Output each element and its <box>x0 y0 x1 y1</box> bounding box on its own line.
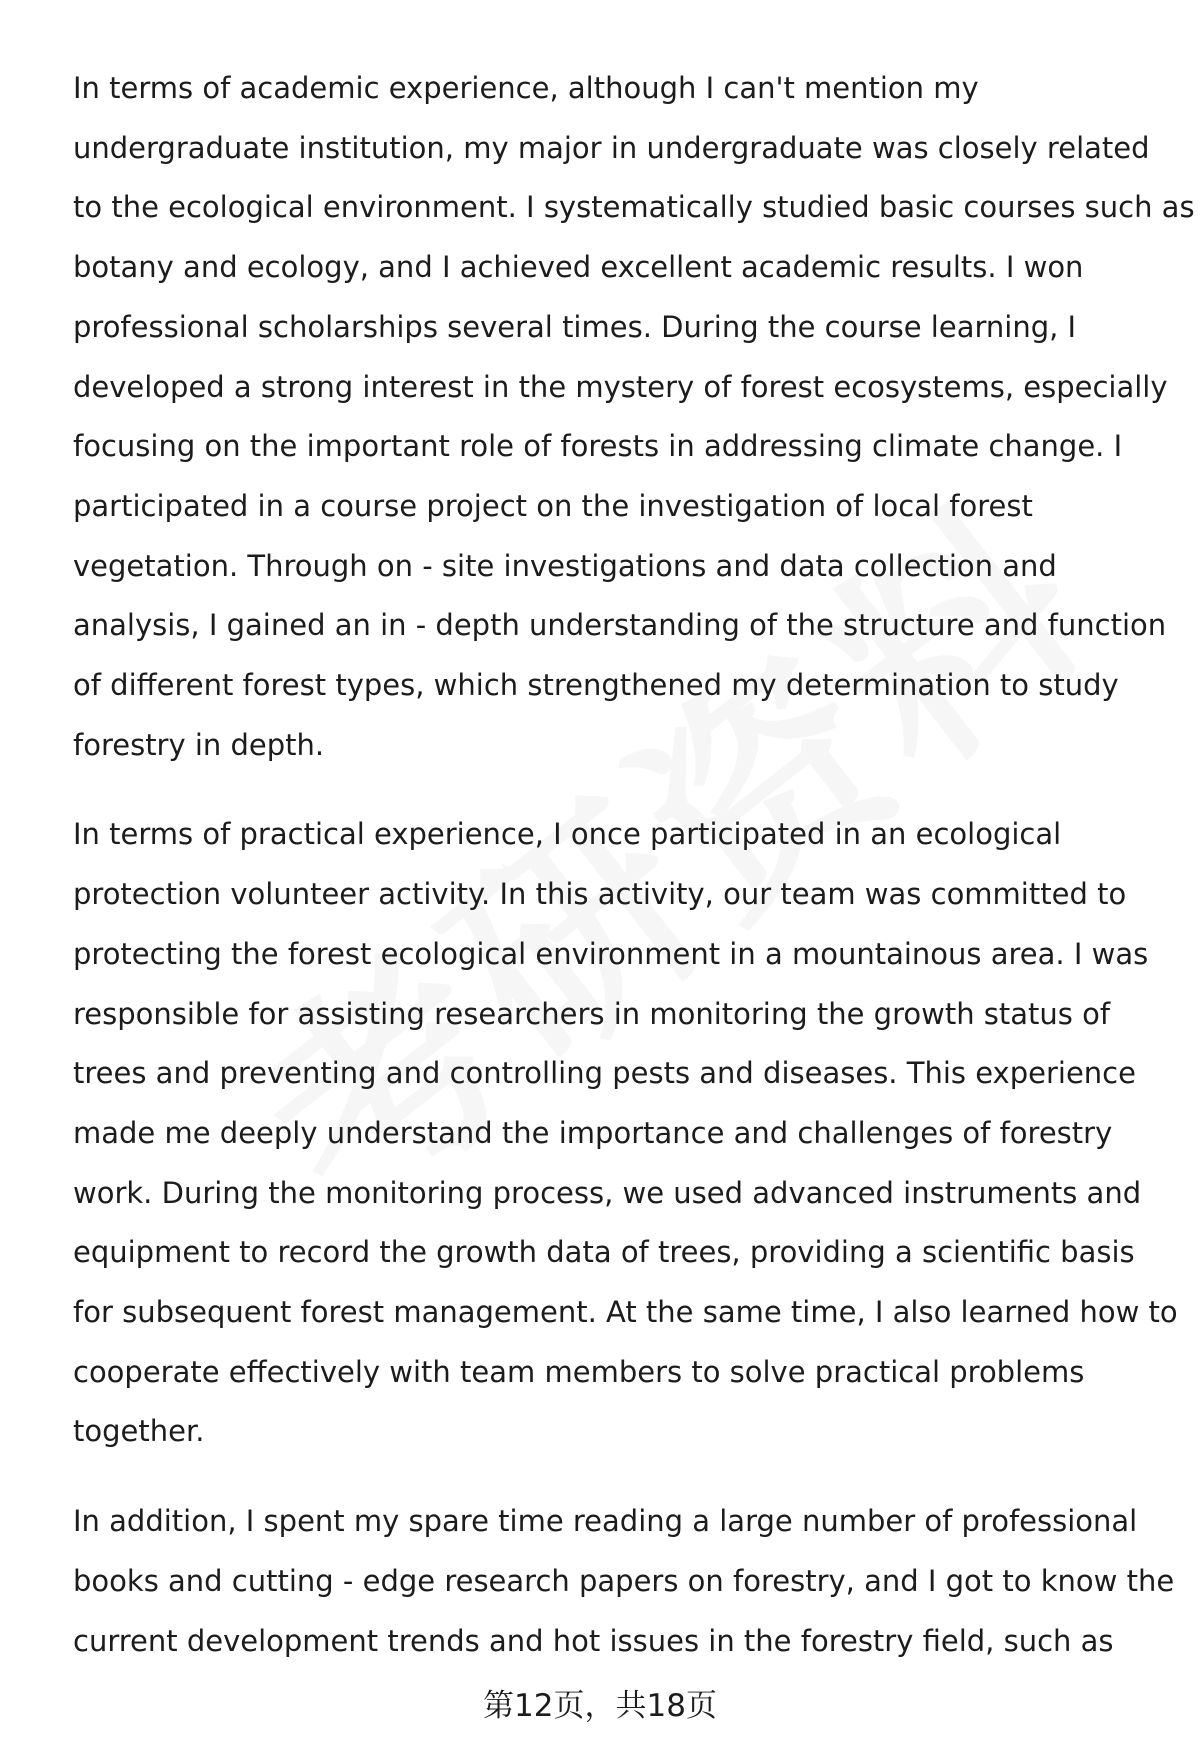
text-line: for subsequent forest management. At the same time, I also learned how to <box>73 1295 1178 1330</box>
text-line: In terms of academic experience, although I can't mention my <box>73 71 979 105</box>
text-line: forestry in depth. <box>73 727 325 762</box>
text-line: In addition, I spent my spare time reading a large number of professional <box>73 1504 1138 1539</box>
text-line: participated in a course project on the investigation of local forest <box>73 488 1033 523</box>
text-line: professional scholarships several times. During the course learning, I <box>73 309 1077 344</box>
paragraph-2 <box>73 805 1178 1462</box>
text-line: books and cutting - edge research papers on forestry, and I got to know the <box>73 1563 1175 1598</box>
text-line: developed a strong interest in the mystery of forest ecosystems, especially <box>73 369 1168 404</box>
text-line: to the ecological environment. I systematically studied basic courses such as <box>73 190 1195 225</box>
paragraph-1 <box>73 59 1195 775</box>
text-line: protection volunteer activity. In this activity, our team was committed to <box>73 877 1127 912</box>
text-line: trees and preventing and controlling pests and diseases. This experience <box>73 1056 1136 1091</box>
text-line: cooperate effectively with team members to solve practical problems <box>73 1354 1085 1389</box>
text-line: work. During the monitoring process, we used advanced instruments and <box>73 1175 1142 1210</box>
document-body <box>73 59 1195 1701</box>
text-line: analysis, I gained an in - depth understanding of the structure and function <box>73 608 1167 643</box>
paragraph-3 <box>73 1492 1175 1671</box>
text-line: together. <box>73 1414 205 1449</box>
text-line: In terms of practical experience, I once participated in an ecological <box>73 817 1062 852</box>
text-line: made me deeply understand the importance and challenges of forestry <box>73 1115 1113 1150</box>
text-line: focusing on the important role of forests in addressing climate change. I <box>73 429 1123 464</box>
text-line: vegetation. Through on - site investigations and data collection and <box>73 548 1057 583</box>
page-number-footer: 第12页，共18页 <box>483 1688 717 1724</box>
text-line: protecting the forest ecological environment in a mountainous area. I was <box>73 936 1149 971</box>
text-line: responsible for assisting researchers in monitoring the growth status of <box>73 996 1111 1031</box>
text-line: undergraduate institution, my major in undergraduate was closely related <box>73 130 1150 165</box>
text-line: botany and ecology, and I achieved excellent academic results. I won <box>73 250 1084 285</box>
text-line: of different forest types, which strengthened my determination to study <box>73 668 1119 703</box>
text-line: equipment to record the growth data of trees, providing a scientific basis <box>73 1235 1135 1270</box>
text-line: current development trends and hot issues in the forestry field, such as <box>73 1623 1114 1658</box>
